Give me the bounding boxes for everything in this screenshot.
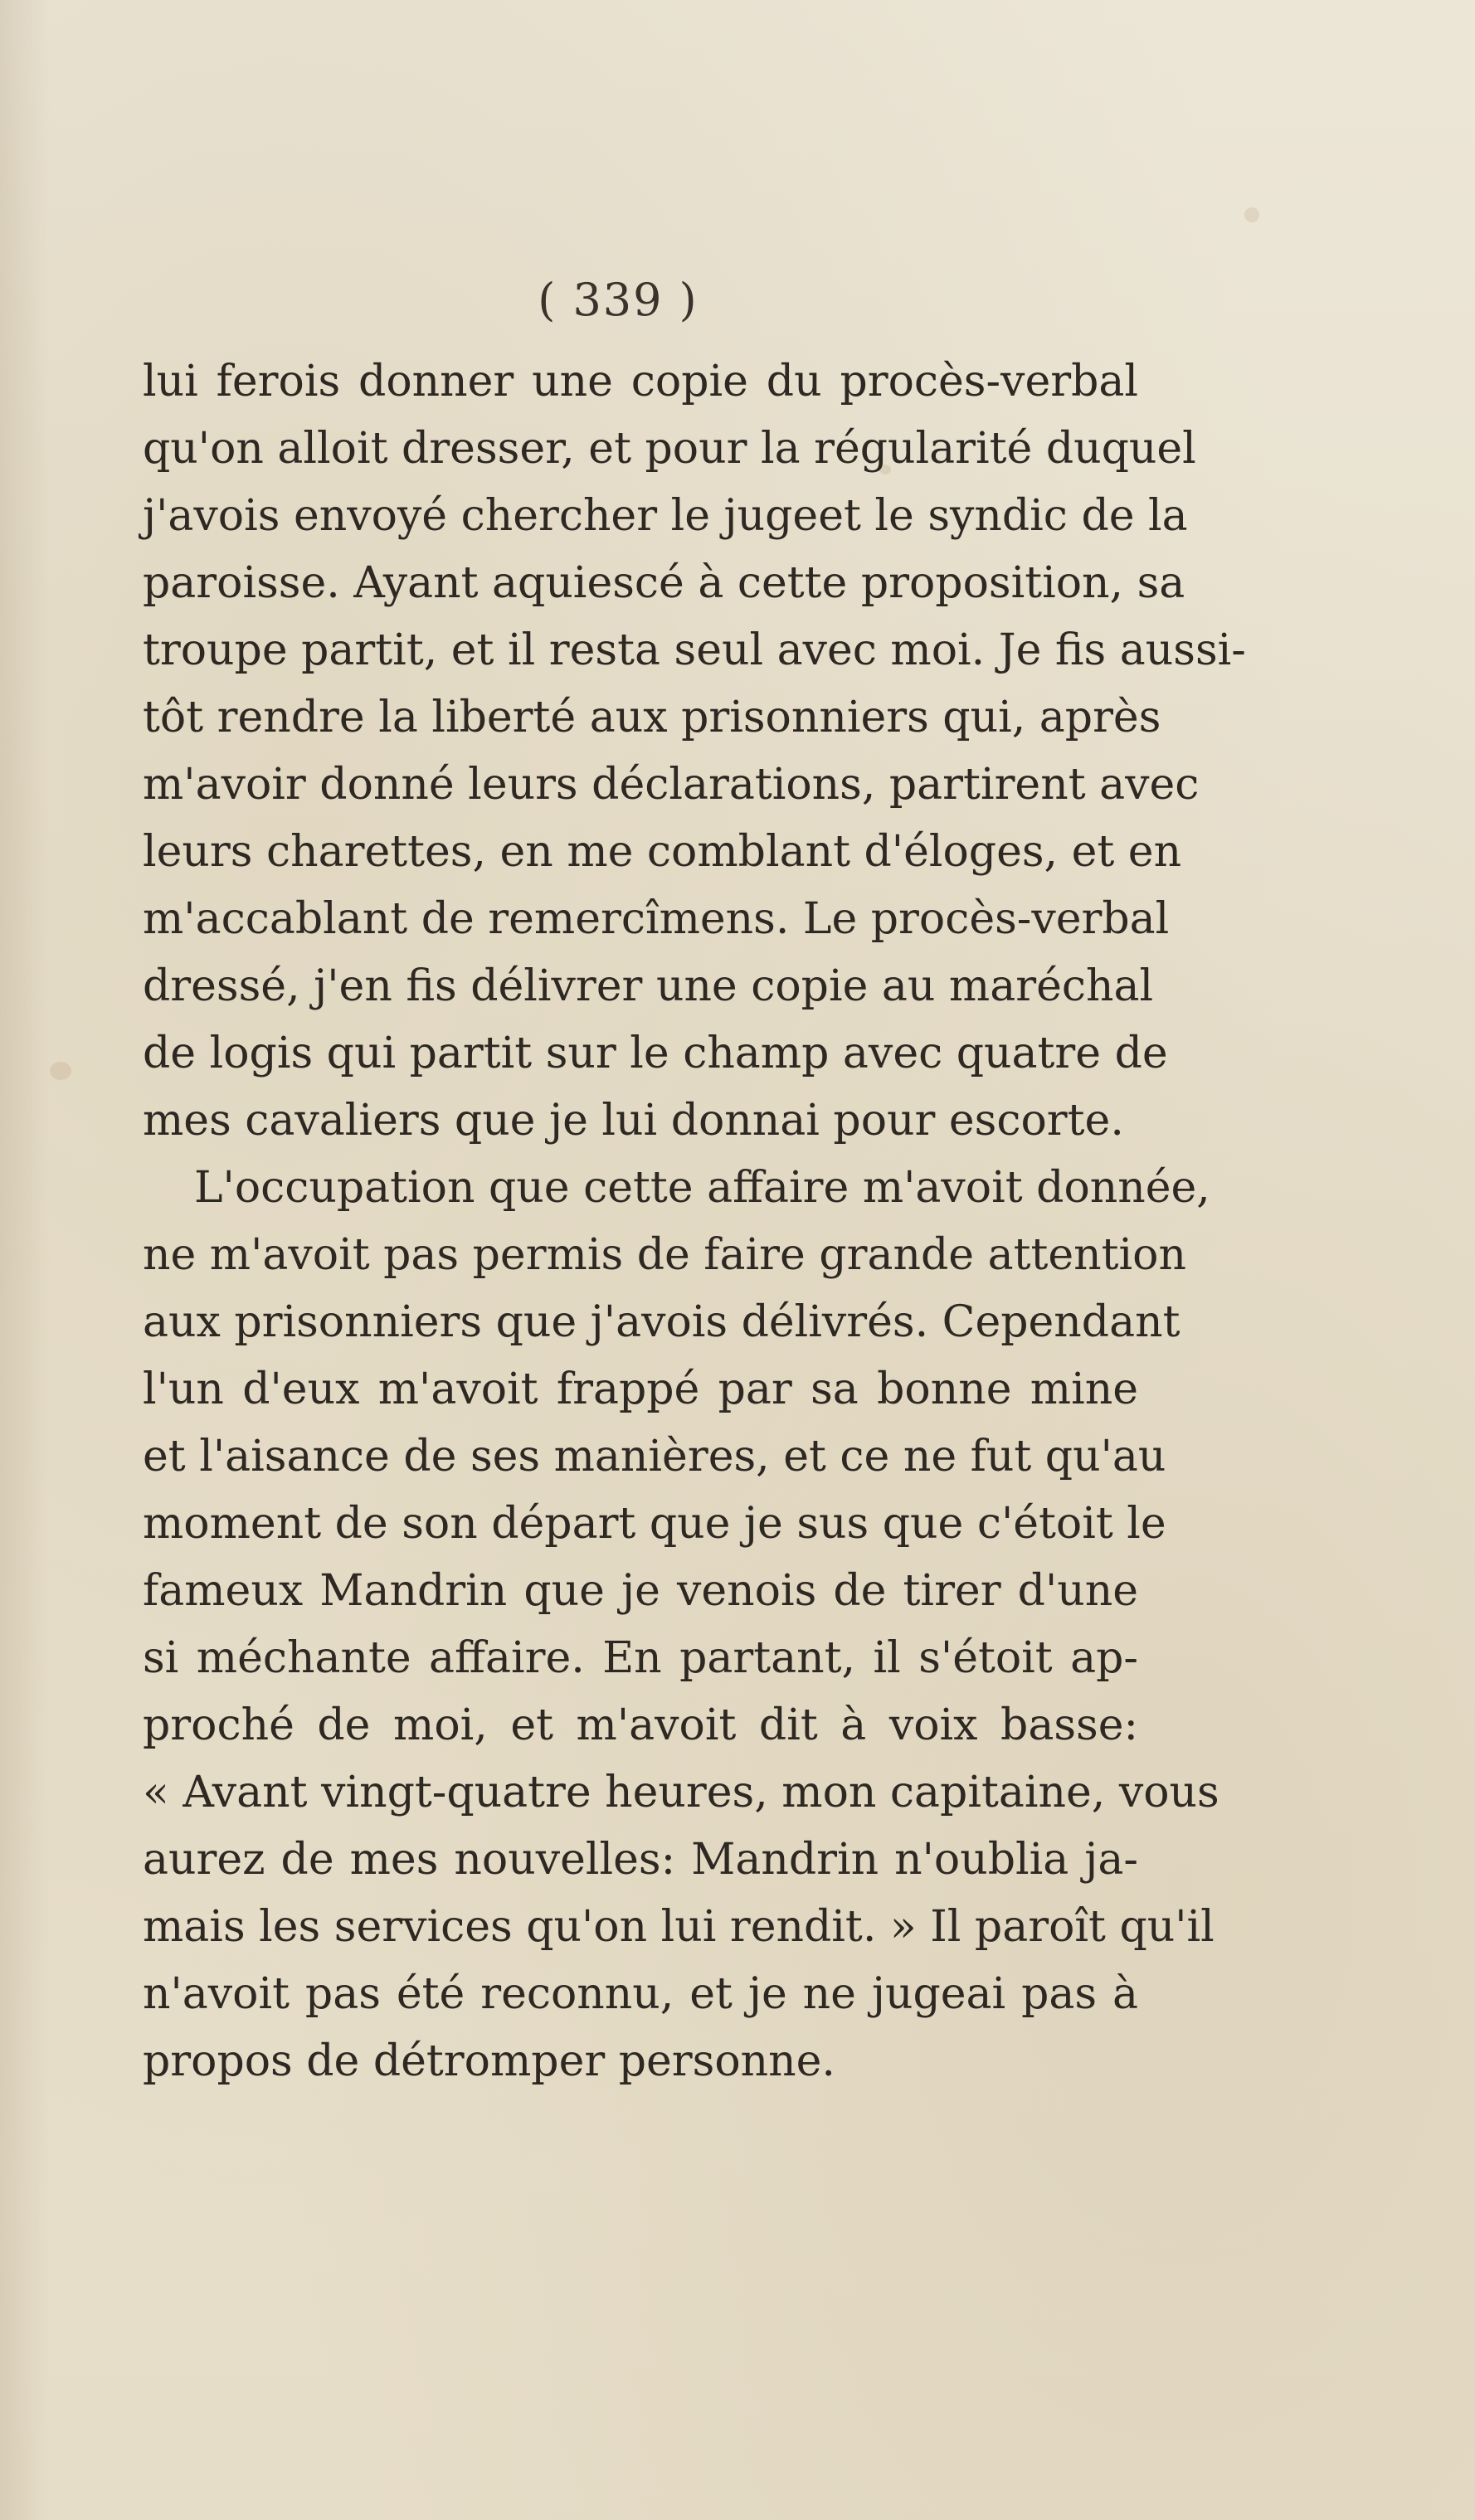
text-line: troupe partit, et il resta seul avec moi. Je fis aussi- [143, 625, 1246, 675]
paragraph-1 [143, 348, 1246, 1155]
text-line: moment de son départ que je sus que c'étoit le [143, 1499, 1166, 1549]
text-line: l'un d'eux m'avoit frappé par sa bonne mine [143, 1365, 1138, 1414]
text-line: mes cavaliers que je lui donnai pour escorte. [143, 1096, 1124, 1146]
page-number: ( 339 ) [538, 274, 699, 326]
text-line: aurez de mes nouvelles: Mandrin n'oublia ja- [143, 1835, 1138, 1885]
text-line: proché de moi, et m'avoit dit à voix basse: [143, 1700, 1138, 1750]
foxing-spot [50, 1062, 71, 1080]
text-line: lui ferois donner une copie du procès-verbal [143, 357, 1138, 406]
text-line: paroisse. Ayant aquiescé à cette proposition, sa [143, 558, 1185, 608]
text-line: tôt rendre la liberté aux prisonniers qui, après [143, 693, 1161, 742]
text-line: mais les services qu'on lui rendit. » Il paroît qu'il [143, 1902, 1215, 1952]
body-text [143, 348, 1246, 2095]
text-line: m'accablant de remercîmens. Le procès-verbal [143, 894, 1170, 944]
text-line: m'avoir donné leurs déclarations, partirent avec [143, 760, 1200, 810]
text-line: L'occupation que cette affaire m'avoit donnée, [194, 1163, 1210, 1213]
foxing-spot [1244, 207, 1259, 222]
text-line: qu'on alloit dresser, et pour la régularité duquel [143, 424, 1196, 474]
text-line: n'avoit pas été reconnu, et je ne jugeai pas à [143, 1969, 1138, 2019]
text-line: et l'aisance de ses manières, et ce ne fut qu'au [143, 1432, 1166, 1481]
text-line: fameux Mandrin que je venois de tirer d'une [143, 1566, 1138, 1616]
text-line: si méchante affaire. En partant, il s'étoit ap- [143, 1633, 1138, 1683]
text-line: « Avant vingt-quatre heures, mon capitaine, vous [143, 1768, 1219, 1817]
text-line: propos de détromper personne. [143, 2036, 835, 2086]
paragraph-2 [143, 1155, 1219, 2095]
text-line: j'avois envoyé chercher le jugeet le syndic de la [143, 491, 1188, 541]
text-line: leurs charettes, en me comblant d'éloges, et en [143, 827, 1182, 877]
text-line: ne m'avoit pas permis de faire grande attention [143, 1230, 1186, 1280]
text-line: dressé, j'en fis délivrer une copie au maréchal [143, 961, 1154, 1011]
page-edge-shadow [0, 0, 50, 2520]
text-line: de logis qui partit sur le champ avec quatre de [143, 1029, 1168, 1078]
text-line: aux prisonniers que j'avois délivrés. Cependant [143, 1297, 1180, 1347]
